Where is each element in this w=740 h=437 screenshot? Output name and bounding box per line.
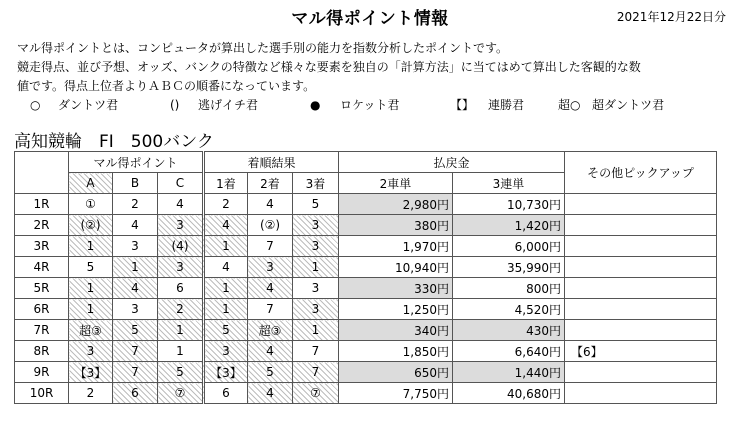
cell-race: 3R [15, 236, 69, 257]
cell-third: ⑦ [293, 383, 339, 404]
cell-third: 7 [293, 362, 339, 383]
cell-point-b: 1 [113, 257, 158, 278]
cell-first: 1 [204, 299, 248, 320]
cell-first: 2 [204, 194, 248, 215]
legend-label: ダントツ君 [58, 98, 119, 112]
cell-third: 1 [293, 257, 339, 278]
table-row [15, 194, 717, 215]
symbol-legend [30, 96, 664, 113]
cell-race: 1R [15, 194, 69, 215]
venue-heading: 高知競輪 FI 500バンク [14, 132, 214, 152]
col-exacta-header: 2車単 [339, 173, 453, 194]
table-row [15, 320, 717, 341]
cell-pickup [565, 320, 717, 341]
table-row [15, 383, 717, 404]
cell-second: 4 [248, 341, 293, 362]
table-row [15, 257, 717, 278]
cell-third: 3 [293, 278, 339, 299]
page-title: マル得ポイント情報 [291, 9, 449, 29]
cell-race: 7R [15, 320, 69, 341]
col-a-header: A [69, 173, 113, 194]
cell-point-a: 3 [69, 341, 113, 362]
cell-second: 5 [248, 362, 293, 383]
table-row [15, 278, 717, 299]
table-body [15, 194, 717, 404]
cell-pickup [565, 383, 717, 404]
cell-trifecta: 430円 [453, 320, 565, 341]
cell-point-c: (4) [158, 236, 204, 257]
cell-point-b: 7 [113, 341, 158, 362]
description-line: マル得ポイントとは、コンピュータが算出した選手別の能力を指数分析したポイントです。 [17, 41, 509, 55]
cell-point-a: 5 [69, 257, 113, 278]
cell-first: 【3】 [204, 362, 248, 383]
cell-third: 3 [293, 236, 339, 257]
cell-point-b: 5 [113, 320, 158, 341]
cell-exacta: 380円 [339, 215, 453, 236]
cell-point-c: 3 [158, 257, 204, 278]
cell-first: 4 [204, 257, 248, 278]
cell-second: 7 [248, 236, 293, 257]
cell-race: 8R [15, 341, 69, 362]
cell-third: 3 [293, 299, 339, 320]
legend-label: 超ダントツ君 [592, 98, 665, 112]
cell-exacta: 340円 [339, 320, 453, 341]
payout-header: 払戻金 [339, 152, 565, 173]
cell-pickup [565, 278, 717, 299]
cell-point-b: 6 [113, 383, 158, 404]
cell-second: 3 [248, 257, 293, 278]
cell-point-c: 1 [158, 320, 204, 341]
cell-pickup [565, 362, 717, 383]
cell-pickup [565, 299, 717, 320]
cell-trifecta: 10,730円 [453, 194, 565, 215]
race-header [15, 152, 69, 194]
cell-exacta: 650円 [339, 362, 453, 383]
cell-point-a: 2 [69, 383, 113, 404]
cell-pickup [565, 194, 717, 215]
legend-symbol: ● [310, 98, 321, 112]
cell-exacta: 10,940円 [339, 257, 453, 278]
cell-point-c: 5 [158, 362, 204, 383]
legend-symbol: 超○ [558, 98, 581, 112]
cell-second: 4 [248, 383, 293, 404]
col-first-header: 1着 [204, 173, 248, 194]
cell-trifecta: 35,990円 [453, 257, 565, 278]
cell-pickup [565, 236, 717, 257]
cell-second: 超③ [248, 320, 293, 341]
cell-point-a: (②) [69, 215, 113, 236]
cell-race: 6R [15, 299, 69, 320]
legend-symbol: () [170, 98, 180, 112]
cell-first: 1 [204, 278, 248, 299]
cell-point-b: 4 [113, 215, 158, 236]
report-date: 2021年12月22日分 [616, 10, 726, 24]
cell-exacta: 7,750円 [339, 383, 453, 404]
cell-exacta: 1,850円 [339, 341, 453, 362]
cell-trifecta: 1,440円 [453, 362, 565, 383]
cell-point-a: 超③ [69, 320, 113, 341]
cell-point-b: 7 [113, 362, 158, 383]
cell-point-b: 3 [113, 299, 158, 320]
cell-third: 3 [293, 215, 339, 236]
description [17, 39, 729, 96]
cell-race: 10R [15, 383, 69, 404]
cell-race: 9R [15, 362, 69, 383]
cell-third: 5 [293, 194, 339, 215]
cell-trifecta: 1,420円 [453, 215, 565, 236]
points-header: マル得ポイント [69, 152, 204, 173]
legend-symbol: ○ [30, 98, 41, 112]
legend-symbol: 【】 [450, 98, 475, 112]
table-row [15, 236, 717, 257]
cell-point-a: 【3】 [69, 362, 113, 383]
cell-first: 4 [204, 215, 248, 236]
cell-point-c: 6 [158, 278, 204, 299]
legend-label: ロケット君 [340, 98, 400, 112]
cell-point-a: 1 [69, 278, 113, 299]
cell-race: 2R [15, 215, 69, 236]
table-row [15, 215, 717, 236]
table-row [15, 341, 717, 362]
legend-label: 連勝君 [488, 98, 525, 112]
cell-pickup: 【6】 [565, 341, 717, 362]
cell-third: 1 [293, 320, 339, 341]
cell-point-c: 4 [158, 194, 204, 215]
cell-trifecta: 40,680円 [453, 383, 565, 404]
cell-second: 4 [248, 278, 293, 299]
cell-second: (②) [248, 215, 293, 236]
cell-third: 7 [293, 341, 339, 362]
cell-point-b: 3 [113, 236, 158, 257]
description-line: 値です。得点上位者よりＡＢＣの順番になっています。 [17, 79, 316, 93]
cell-exacta: 1,970円 [339, 236, 453, 257]
legend-label: 逃げイチ君 [198, 98, 259, 112]
cell-first: 5 [204, 320, 248, 341]
cell-point-a: 1 [69, 299, 113, 320]
cell-trifecta: 800円 [453, 278, 565, 299]
cell-race: 5R [15, 278, 69, 299]
cell-pickup [565, 257, 717, 278]
cell-exacta: 1,250円 [339, 299, 453, 320]
col-third-header: 3着 [293, 173, 339, 194]
cell-trifecta: 4,520円 [453, 299, 565, 320]
cell-second: 4 [248, 194, 293, 215]
cell-point-a: ① [69, 194, 113, 215]
cell-race: 4R [15, 257, 69, 278]
cell-trifecta: 6,640円 [453, 341, 565, 362]
col-second-header: 2着 [248, 173, 293, 194]
cell-point-c: 1 [158, 341, 204, 362]
cell-pickup [565, 215, 717, 236]
cell-exacta: 2,980円 [339, 194, 453, 215]
cell-trifecta: 6,000円 [453, 236, 565, 257]
cell-first: 1 [204, 236, 248, 257]
cell-point-a: 1 [69, 236, 113, 257]
cell-point-b: 2 [113, 194, 158, 215]
col-b-header: B [113, 173, 158, 194]
cell-point-c: 3 [158, 215, 204, 236]
description-line: 競走得点、並び予想、オッズ、バンクの特徴など様々な要素を独自の「計算方法」に当てはめて算出した客観的な数 [17, 60, 641, 74]
col-c-header: C [158, 173, 204, 194]
table-row [15, 299, 717, 320]
results-table [14, 151, 717, 404]
cell-point-c: ⑦ [158, 383, 204, 404]
cell-point-b: 4 [113, 278, 158, 299]
results-header: 着順結果 [204, 152, 339, 173]
cell-exacta: 330円 [339, 278, 453, 299]
cell-first: 6 [204, 383, 248, 404]
table-row [15, 362, 717, 383]
pickup-header: その他ピックアップ [565, 152, 717, 194]
cell-second: 7 [248, 299, 293, 320]
col-trifecta-header: 3連単 [453, 173, 565, 194]
cell-first: 3 [204, 341, 248, 362]
cell-point-c: 2 [158, 299, 204, 320]
